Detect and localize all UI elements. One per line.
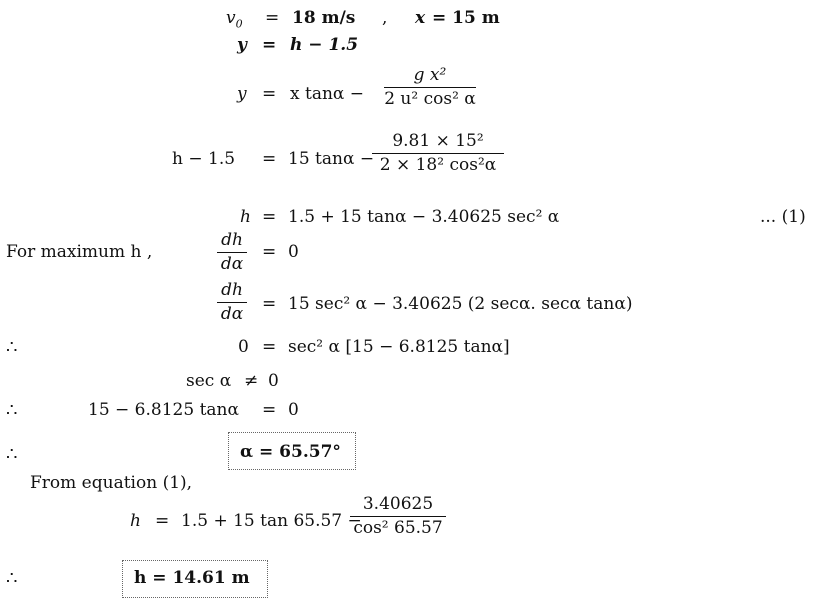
equation-lhs: h − 1.5 xyxy=(172,149,236,169)
fraction-denominator: 2 × 18² cos²α xyxy=(379,155,497,175)
derivative-fraction xyxy=(217,282,247,323)
therefore-symbol: ∴ xyxy=(6,444,18,465)
substitution-fraction xyxy=(372,133,504,174)
fraction-numerator: 3.40625 xyxy=(362,494,434,514)
y-rhs: h − 1.5 xyxy=(290,35,359,55)
y-symbol: y xyxy=(237,35,247,55)
eq-sign: = xyxy=(265,8,280,28)
eq-sign: = xyxy=(262,35,277,55)
trajectory-rhs: x tanα − xyxy=(290,84,365,104)
eq-sign: = xyxy=(155,511,170,531)
trajectory-fraction xyxy=(384,67,476,108)
sec-alpha: sec α xyxy=(186,371,232,391)
v0-subscript: 0 xyxy=(235,17,243,31)
eq-sign: = xyxy=(262,337,277,357)
equation-tag: ... (1) xyxy=(760,207,806,227)
x-value: = 15 m xyxy=(432,8,500,28)
fraction-numerator: dh xyxy=(221,280,243,300)
fraction-denominator: cos² 65.57 xyxy=(353,518,443,538)
eq-sign: = xyxy=(262,400,277,420)
fraction-denominator: 2 u² cos² α xyxy=(384,89,476,109)
therefore-symbol: ∴ xyxy=(6,337,18,358)
eq-sign: = xyxy=(262,207,277,227)
eq-sign: = xyxy=(262,84,277,104)
y-symbol: y xyxy=(237,84,247,104)
fraction-denominator: dα xyxy=(220,304,244,324)
equation-lhs: 0 xyxy=(238,337,249,357)
derivative-value: 0 xyxy=(288,242,299,262)
condition-label: For maximum h , xyxy=(6,242,153,262)
fraction-numerator: g x² xyxy=(413,65,447,85)
final-expression: 1.5 + 15 tan 65.57 − xyxy=(181,511,362,531)
fraction-numerator: dh xyxy=(221,230,243,250)
final-fraction xyxy=(350,496,446,537)
v0-symbol: $v_0$ xyxy=(226,8,243,31)
factored-expression: sec² α [15 − 6.8125 tanα] xyxy=(288,337,510,357)
therefore-symbol: ∴ xyxy=(6,568,18,589)
x-symbol: x xyxy=(415,8,426,28)
equation-lhs: 15 − 6.8125 tanα xyxy=(88,400,239,420)
equation-rhs: 15 tanα − xyxy=(288,149,375,169)
h-symbol: h xyxy=(130,511,141,531)
fraction-denominator: dα xyxy=(220,254,244,274)
fraction-numerator: 9.81 × 15² xyxy=(392,131,484,151)
alpha-result: α = 65.57° xyxy=(240,442,341,462)
equation-rhs: 0 xyxy=(288,400,299,420)
nonzero-value: 0 xyxy=(268,371,279,391)
not-equal-sign: ≠ xyxy=(244,371,259,391)
therefore-symbol: ∴ xyxy=(6,400,18,421)
from-equation-text: From equation (1), xyxy=(30,473,193,493)
eq-sign: = xyxy=(262,242,277,262)
derivative-expression: 15 sec² α − 3.40625 (2 secα. secα tanα) xyxy=(288,294,633,314)
eq-sign: = xyxy=(262,149,277,169)
height-result: h = 14.61 m xyxy=(134,568,250,588)
height-expression: 1.5 + 15 tanα − 3.40625 sec² α xyxy=(288,207,560,227)
eq-sign: = xyxy=(262,294,277,314)
h-symbol: h xyxy=(240,207,251,227)
derivative-fraction xyxy=(217,232,247,273)
comma: , xyxy=(382,8,388,28)
v0-value: 18 m/s xyxy=(292,8,356,28)
